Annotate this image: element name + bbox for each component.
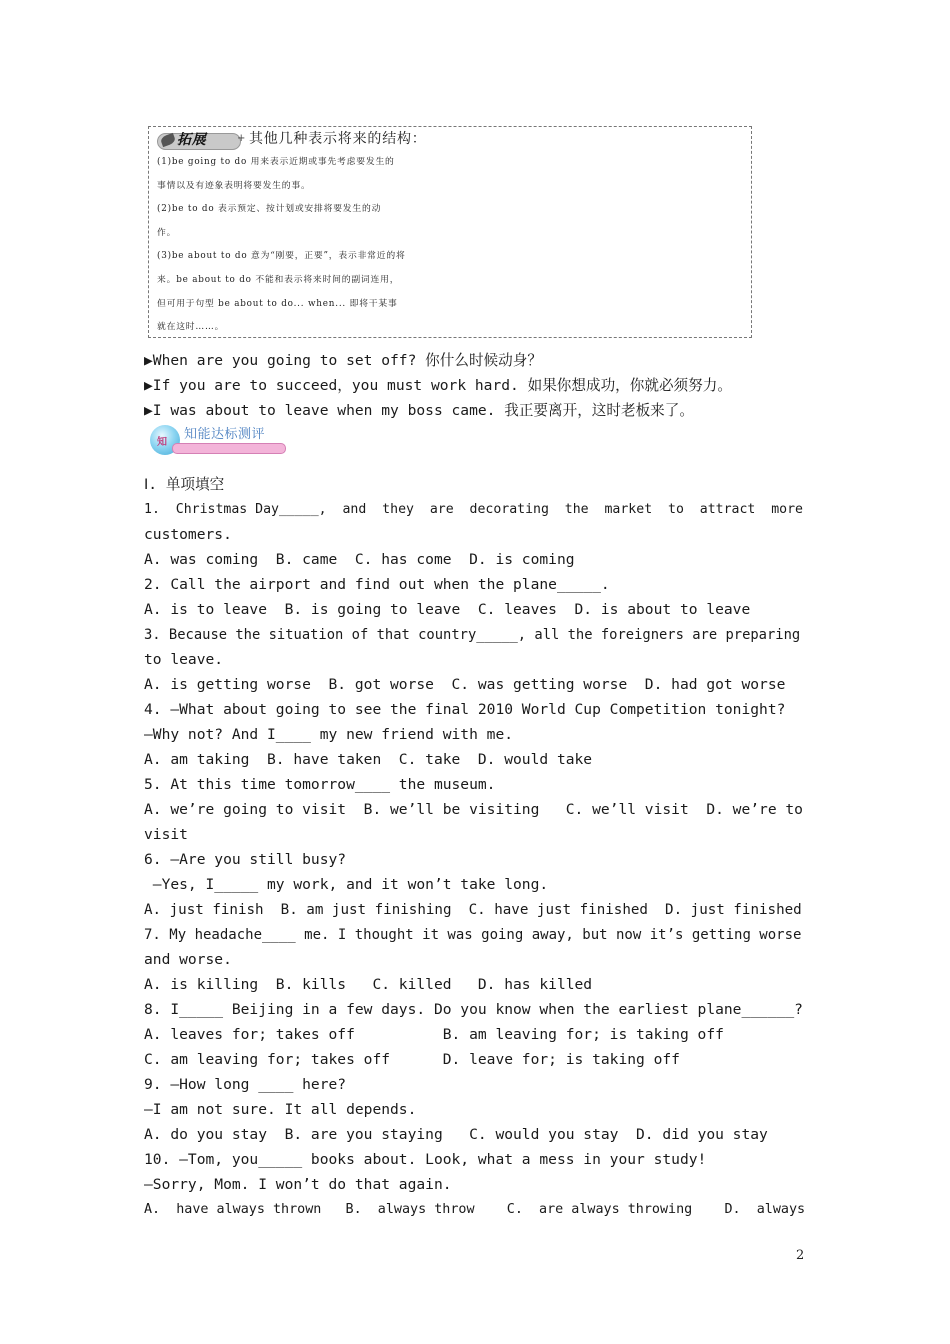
extension-badge bbox=[157, 131, 245, 149]
extension-line: (2)be to do 表示预定、按计划或安排将要发生的动 bbox=[157, 204, 382, 215]
extension-box bbox=[148, 126, 752, 338]
question-line: 9. —How long ____ here? bbox=[144, 1076, 347, 1093]
section-badge-label: 知能达标测评 bbox=[184, 427, 266, 442]
question-line: —Why not? And I____ my new friend with me. bbox=[144, 726, 514, 743]
section-title: Ⅰ. 单项填空 bbox=[144, 476, 225, 493]
extension-line: 作。 bbox=[157, 227, 177, 238]
question-line: 1. Christmas Day_____, and they are decorating the market to attract more bbox=[144, 502, 803, 517]
example-sentence: ▶When are you going to set off? 你什么时候动身？ bbox=[144, 352, 542, 369]
answer-options: A. is to leave B. is going to leave C. leaves D. is about to leave bbox=[144, 601, 751, 618]
question-line: 2. Call the airport and find out when the plane_____. bbox=[144, 576, 610, 593]
question-line: —Sorry, Mom. I won’t do that again. bbox=[144, 1176, 452, 1193]
extension-line: (1)be going to do 用来表示近期或事先考虑要发生的 bbox=[157, 157, 395, 167]
question-line: 6. —Are you still busy? bbox=[144, 851, 347, 868]
extension-line: 其他几种表示将来的结构： bbox=[249, 131, 427, 148]
question-line: 8. I_____ Beijing in a few days. Do you know when the earliest plane______? bbox=[144, 1001, 803, 1018]
answer-options: visit bbox=[144, 826, 188, 843]
question-line: —I am not sure. It all depends. bbox=[144, 1101, 417, 1118]
extension-badge-label: 拓展 bbox=[177, 132, 207, 148]
question-line: customers. bbox=[144, 526, 232, 543]
answer-options: C. am leaving for; takes off D. leave for; is taking off bbox=[144, 1051, 680, 1068]
question-line: 4. —What about going to see the final 2010 World Cup Competition tonight? bbox=[144, 701, 786, 718]
question-line: 7. My headache____ me. I thought it was going away, but now it’s getting worse bbox=[144, 927, 802, 943]
question-line: 5. At this time tomorrow____ the museum. bbox=[144, 776, 496, 793]
answer-options: A. leaves for; takes off B. am leaving for; is taking off bbox=[144, 1026, 724, 1043]
extension-header bbox=[157, 129, 745, 151]
example-sentence: ▶I was about to leave when my boss came. 我正要离开，这时老板来了。 bbox=[144, 402, 694, 419]
extension-line: 但可用于句型 be about to do... when... 即将干某事 bbox=[157, 298, 398, 309]
question-line: to leave. bbox=[144, 651, 224, 668]
badge-bar bbox=[172, 443, 286, 454]
answer-options: A. just finish B. am just finishing C. have just finished D. just finished bbox=[144, 902, 802, 918]
answer-options: A. am taking B. have taken C. take D. would take bbox=[144, 751, 593, 768]
answer-options: A. was coming B. came C. has come D. is coming bbox=[144, 551, 575, 568]
answer-options: A. is killing B. kills C. killed D. has killed bbox=[144, 976, 593, 993]
example-sentence: ▶If you are to succeed，you must work hard. 如果你想成功，你就必须努力。 bbox=[144, 377, 732, 394]
star-icon: + bbox=[237, 133, 247, 144]
question-line: 10. —Tom, you_____ books about. Look, what a mess in your study! bbox=[144, 1151, 707, 1168]
question-line: and worse. bbox=[144, 951, 232, 968]
extension-line: 来。be about to do 不能和表示将来时间的副词连用， bbox=[157, 274, 400, 285]
answer-options: A. is getting worse B. got worse C. was getting worse D. had got worse bbox=[144, 676, 786, 693]
question-line: 3. Because the situation of that country_____, all the foreigners are preparing bbox=[144, 627, 801, 643]
answer-options: A. have always thrown B. always throw C. are always throwing D. always bbox=[144, 1202, 806, 1217]
section-badge bbox=[150, 423, 290, 459]
answer-options: A. do you stay B. are you staying C. would you stay D. did you stay bbox=[144, 1126, 768, 1143]
extension-line: 就在这时……。 bbox=[157, 322, 225, 333]
page-number: 2 bbox=[796, 1248, 805, 1263]
answer-options: A. we’re going to visit B. we’ll be visiting C. we’ll visit D. we’re to bbox=[144, 801, 803, 818]
extension-line: (3)be about to do 意为“刚要，正要”，表示非常近的将 bbox=[157, 251, 406, 262]
extension-line: 事情以及有迹象表明将要发生的事。 bbox=[157, 180, 311, 191]
question-line: —Yes, I_____ my work, and it won’t take long. bbox=[144, 876, 549, 893]
badge-ball-icon: 知 bbox=[150, 425, 180, 455]
